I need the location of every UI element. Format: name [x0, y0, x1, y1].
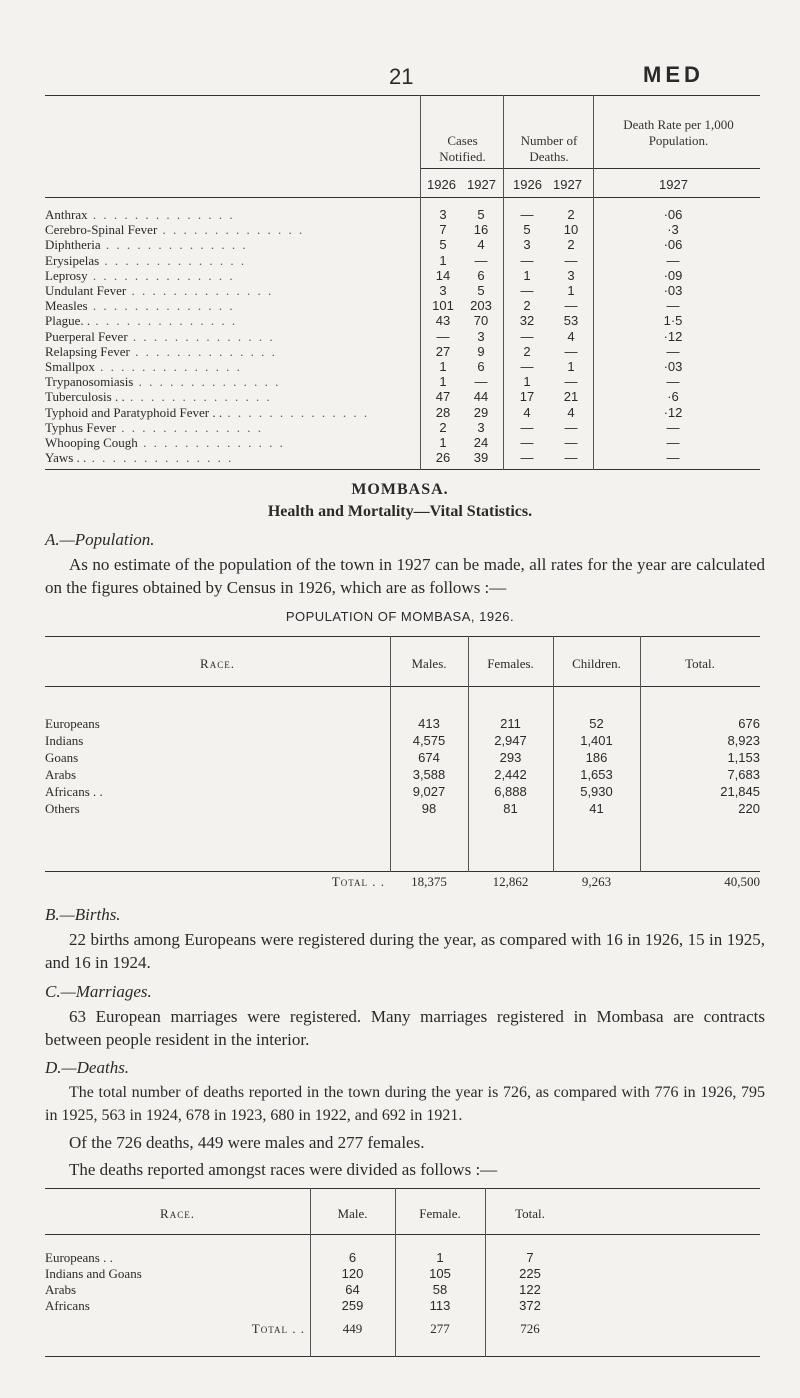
leader-dots: . . . . . . . . . . . . . .: [222, 404, 370, 420]
disease-cell-d26: 5: [523, 222, 531, 238]
pop-cell: 2,442: [494, 767, 527, 782]
disease-cell-c26: 1: [439, 374, 447, 390]
pop-cell: 6,888: [494, 784, 527, 799]
pop-cell: 52: [589, 716, 604, 731]
births-text: 22 births among Europeans were registered during the year, as compared with 16 in 1926, 15 in 1925, and 16 in 1924.: [45, 930, 765, 972]
deaths-total-label: Total . .: [251, 1321, 305, 1336]
deaths-cell: 6: [348, 1250, 357, 1265]
disease-cell-rate: 1·5: [663, 313, 683, 329]
pop-total-males: 18,375: [411, 874, 447, 889]
disease-cell-c26: 5: [439, 237, 447, 253]
population-table: [45, 636, 760, 896]
disease-cell-rate: ·09: [663, 267, 683, 283]
deaths-cell: 64: [345, 1282, 360, 1297]
leader-dots: . . . . . . . . . . . . . .: [87, 298, 235, 314]
pop-cell: 41: [589, 801, 604, 816]
disease-row: [45, 374, 760, 389]
disease-cell-c27: 29: [473, 404, 489, 420]
disease-row: [45, 253, 760, 268]
pop-cell: 220: [738, 801, 760, 816]
disease-name: Relapsing Fever . . . . . . . . . . . . . .: [45, 343, 277, 359]
marriages-heading: C.—Marriages.: [45, 982, 152, 1001]
leader-dots: . . . . . . . . . . . . . .: [115, 419, 263, 435]
disease-cell-d27: 1: [567, 283, 575, 298]
disease-cell-c26: 7: [439, 222, 447, 238]
disease-name: Erysipelas . . . . . . . . . . . . . .: [45, 252, 247, 268]
deaths-cell: 122: [519, 1282, 541, 1297]
leader-dots: . . . . . . . . . . . . . .: [126, 283, 274, 298]
disease-cell-c26: 1: [439, 435, 447, 450]
disease-cell-rate: ·12: [663, 328, 683, 344]
disease-cell-d27: —: [564, 252, 578, 268]
disease-name: Yaws . . . . . . . . . . . . . . . .: [45, 450, 234, 466]
deaths-total-male: 449: [342, 1321, 363, 1336]
disease-name: Cerebro-Spinal Fever . . . . . . . . . . . . . .: [45, 222, 305, 238]
disease-name: Undulant Fever . . . . . . . . . . . . . .: [45, 283, 274, 298]
disease-cell-c27: 16: [473, 222, 489, 238]
disease-cell-rate: —: [666, 252, 680, 268]
disease-cell-c27: 24: [473, 435, 489, 450]
deaths-cell: 105: [429, 1266, 451, 1281]
disease-cell-c27: 203: [470, 298, 492, 314]
disease-cell-d27: 53: [563, 313, 579, 329]
pop-total-label: Total . .: [331, 874, 385, 889]
disease-cell-d26: 4: [523, 404, 531, 420]
pop-total-children: 9,263: [581, 874, 612, 889]
disease-row: [45, 329, 760, 344]
deaths-cell: 113: [429, 1298, 451, 1313]
disease-cell-rate: ·3: [667, 222, 679, 238]
disease-name: Diphtheria . . . . . . . . . . . . . .: [45, 237, 248, 253]
disease-cell-d27: —: [564, 450, 578, 466]
disease-cell-d27: —: [564, 374, 578, 390]
pop-cell: 676: [738, 716, 760, 731]
leader-dots: . . . . . . . . . . . . . .: [133, 374, 281, 390]
disease-cell-d26: —: [520, 359, 534, 374]
disease-cell-d26: 17: [519, 389, 535, 405]
population-heading: A.—Population.: [45, 530, 155, 549]
pop-header-race: Race.: [200, 656, 235, 671]
leader-dots: . . . . . . . . . . . . . .: [86, 450, 234, 466]
disease-name: Plague. . . . . . . . . . . . . . . .: [45, 313, 238, 329]
page-number: 21: [389, 64, 414, 89]
deaths-race-label: Africans: [45, 1298, 90, 1313]
disease-cell-d27: 3: [567, 267, 575, 283]
deaths-cell: 58: [432, 1282, 448, 1297]
disease-cell-d27: 2: [567, 237, 575, 253]
disease-row: [45, 420, 760, 435]
disease-cell-c26: 1: [439, 252, 447, 268]
pop-cell: 1,653: [580, 767, 613, 782]
disease-row: [45, 222, 760, 237]
deaths-text-2: Of the 726 deaths, 449 were males and 277 females.: [69, 1133, 425, 1152]
disease-cell-rate: —: [666, 298, 680, 314]
disease-cell-rate: —: [666, 419, 680, 435]
pop-cell: 186: [585, 750, 608, 765]
disease-cell-c27: 6: [477, 267, 485, 283]
disease-cell-d26: —: [520, 207, 534, 222]
disease-cell-c27: 4: [477, 237, 485, 253]
disease-cell-c26: 3: [439, 207, 447, 222]
disease-cell-c26: 14: [435, 267, 451, 283]
deaths-cell: 7: [526, 1250, 534, 1265]
pop-cell: 81: [503, 801, 518, 816]
disease-cell-d27: 4: [567, 328, 575, 344]
pop-header-total: Total.: [685, 656, 715, 671]
pop-cell: 21,845: [720, 784, 760, 799]
disease-cell-c26: 3: [439, 283, 447, 298]
disease-cell-c27: 6: [477, 359, 485, 374]
disease-cell-d26: —: [520, 328, 534, 344]
section-title: MOMBASA.: [351, 481, 449, 498]
disease-cell-c26: 43: [435, 313, 451, 329]
leader-dots: . . . . . . . . . . . . . .: [124, 389, 272, 405]
pop-cell: 293: [499, 750, 522, 765]
pop-cell: 413: [418, 716, 440, 731]
disease-cell-c26: 47: [435, 389, 451, 405]
disease-cell-c27: 9: [477, 343, 485, 359]
year-rate-1927: 1927: [659, 177, 688, 192]
disease-cell-d26: —: [520, 283, 534, 298]
disease-name: Tuberculosis . . . . . . . . . . . . . . . .: [45, 389, 272, 405]
disease-name: Typhoid and Paratyphoid Fever . . . . . . . . . . . . . . . .: [45, 404, 370, 420]
deaths-race-label: Arabs: [45, 1282, 77, 1297]
disease-cell-d26: 1: [523, 267, 531, 283]
diseases-table: [45, 95, 760, 470]
pop-cell: 211: [500, 716, 521, 731]
disease-cell-d26: 2: [523, 298, 531, 314]
pop-cell: 1,153: [727, 750, 760, 765]
pop-cell: 2,947: [494, 733, 527, 748]
disease-cell-d27: 10: [563, 222, 579, 238]
disease-cell-c26: 27: [435, 343, 451, 359]
deaths-header-male: Male.: [337, 1206, 368, 1221]
section-subtitle: Health and Mortality—Vital Statistics.: [267, 503, 533, 520]
pop-race-label: Arabs: [45, 767, 77, 782]
disease-cell-c26: —: [436, 328, 450, 344]
disease-cell-c27: 5: [477, 283, 485, 298]
disease-row: [45, 283, 760, 298]
year-deaths-1926: 1926: [513, 177, 542, 192]
leader-dots: . . . . . . . . . . . . . .: [90, 313, 238, 329]
pop-cell: 8,923: [727, 733, 760, 748]
disease-cell-c26: 26: [435, 450, 451, 466]
deaths-header-female: Female.: [419, 1206, 461, 1221]
disease-row: [45, 359, 760, 374]
disease-cell-rate: —: [666, 450, 680, 466]
deaths-total-female: 277: [430, 1321, 450, 1336]
pop-header-females: Females.: [487, 656, 534, 671]
leader-dots: . . . . . . . . . . . . . .: [157, 222, 305, 238]
deaths-heading: D.—Deaths.: [45, 1058, 130, 1077]
pop-cell: 3,588: [412, 767, 446, 782]
births-heading: B.—Births.: [45, 905, 121, 924]
leader-dots: . . . . . . . . . . . . . .: [87, 267, 235, 283]
population-text: As no estimate of the population of the town in 1927 can be made, all rates for the year are calculated on the figures obtained by Census in 1926, which are as follows :—: [45, 555, 765, 597]
disease-cell-d27: —: [564, 435, 578, 450]
disease-cell-c27: —: [474, 252, 488, 268]
pop-race-label: Others: [45, 801, 80, 816]
pop-cell: 674: [418, 750, 440, 765]
running-head: MED: [643, 62, 704, 87]
deaths-cell: 372: [519, 1298, 541, 1313]
disease-row: [45, 389, 760, 404]
pop-cell: 98: [421, 801, 437, 816]
disease-name: Leprosy . . . . . . . . . . . . . .: [45, 267, 235, 283]
disease-cell-c27: —: [474, 374, 488, 390]
disease-name: Whooping Cough . . . . . . . . . . . . . .: [45, 435, 285, 450]
disease-cell-c27: 39: [473, 450, 489, 466]
disease-cell-rate: ·03: [663, 283, 683, 298]
rate-header: Death Rate per 1,000 Population.: [623, 117, 734, 148]
disease-cell-c26: 1: [439, 359, 447, 374]
disease-cell-d26: 32: [519, 313, 535, 329]
disease-cell-c26: 28: [435, 404, 451, 420]
pop-cell: 1,401: [580, 733, 613, 748]
pop-header-males: Males.: [411, 656, 447, 671]
disease-row: [45, 207, 760, 222]
disease-row: [45, 435, 760, 450]
deaths-cell: 225: [519, 1266, 541, 1281]
disease-cell-rate: ·06: [663, 207, 683, 222]
pop-cell: 7,683: [727, 767, 760, 782]
deaths-cell: 120: [341, 1266, 364, 1281]
disease-name: Puerperal Fever . . . . . . . . . . . . . .: [45, 328, 275, 344]
disease-row: [45, 450, 760, 465]
deaths-table: [45, 1188, 760, 1358]
pop-race-label: Africans . .: [45, 784, 103, 799]
leader-dots: . . . . . . . . . . . . . .: [100, 237, 248, 253]
disease-cell-d26: —: [520, 435, 534, 450]
cases-header: Cases Notified.: [439, 133, 486, 164]
disease-cell-d26: 3: [523, 237, 531, 253]
pop-race-label: Europeans: [45, 716, 100, 731]
disease-cell-d27: 2: [567, 207, 575, 222]
disease-cell-c26: 2: [439, 419, 447, 435]
disease-name: Smallpox . . . . . . . . . . . . . .: [45, 359, 242, 374]
year-cases-1926: 1926: [427, 177, 456, 192]
disease-cell-d27: —: [564, 298, 578, 314]
year-deaths-1927: 1927: [553, 177, 582, 192]
marriages-text: 63 European marriages were registered. Many marriages registered in Mombasa are contracts between people resident in the interior.: [45, 1007, 765, 1049]
disease-row: [45, 268, 760, 283]
pop-header-children: Children.: [572, 656, 621, 671]
deaths-cell: 1: [436, 1250, 444, 1265]
disease-cell-c27: 3: [477, 328, 485, 344]
disease-row: [45, 405, 760, 420]
disease-name: Trypanosomiasis . . . . . . . . . . . . . .: [45, 374, 281, 390]
disease-cell-c26: 101: [432, 298, 454, 314]
disease-row: [45, 313, 760, 328]
disease-cell-d27: 4: [567, 404, 575, 420]
disease-cell-c27: 70: [473, 313, 489, 329]
pop-race-label: Goans: [45, 750, 79, 765]
disease-cell-d27: —: [564, 419, 578, 435]
deaths-race-label: Europeans . .: [45, 1250, 113, 1265]
disease-cell-d26: 2: [523, 343, 531, 359]
population-table-title: POPULATION OF MOMBASA, 1926.: [285, 609, 515, 624]
pop-cell: 4,575: [412, 733, 446, 748]
disease-cell-d27: —: [564, 343, 578, 359]
disease-cell-d26: —: [520, 252, 534, 268]
disease-cell-d27: 21: [563, 389, 579, 405]
pop-cell: 5,930: [580, 784, 613, 799]
disease-cell-rate: —: [666, 435, 680, 450]
pop-total-total: 40,500: [724, 874, 760, 889]
deaths-text-1: The total number of deaths reported in the town during the year is 726, as compared with 776 in 1926, 795 in 1925, 563 in 1924, 678 in 1923, 680 in 1922, and 692 in 1921.: [45, 1084, 765, 1124]
pop-total-females: 12,862: [492, 874, 529, 889]
disease-cell-rate: ·03: [663, 359, 683, 374]
deaths-header-race: Race.: [160, 1206, 195, 1221]
disease-cell-d26: —: [520, 450, 534, 466]
disease-name: Measles . . . . . . . . . . . . . .: [45, 298, 235, 314]
disease-cell-d26: 1: [523, 374, 531, 390]
disease-cell-rate: —: [666, 343, 680, 359]
disease-name: Typhus Fever . . . . . . . . . . . . . .: [45, 419, 263, 435]
year-cases-1927: 1927: [467, 177, 496, 192]
disease-row: [45, 237, 760, 252]
deaths-cell: 259: [341, 1298, 364, 1313]
disease-cell-c27: 44: [473, 389, 489, 405]
disease-cell-c27: 5: [477, 207, 485, 222]
leader-dots: . . . . . . . . . . . . . .: [127, 328, 275, 344]
disease-cell-c27: 3: [477, 419, 485, 435]
deaths-race-label: Indians and Goans: [45, 1266, 142, 1281]
pop-cell: 9,027: [412, 784, 446, 799]
disease-name: Anthrax . . . . . . . . . . . . . .: [45, 207, 235, 222]
disease-row: [45, 344, 760, 359]
disease-cell-rate: —: [666, 374, 680, 390]
deaths-header-total: Total.: [515, 1206, 545, 1221]
leader-dots: . . . . . . . . . . . . . .: [94, 359, 242, 374]
disease-cell-rate: ·12: [663, 404, 683, 420]
disease-cell-d26: —: [520, 419, 534, 435]
deaths-text-3: The deaths reported amongst races were divided as follows :—: [69, 1160, 498, 1179]
disease-row: [45, 298, 760, 313]
leader-dots: . . . . . . . . . . . . . .: [99, 252, 247, 268]
leader-dots: . . . . . . . . . . . . . .: [137, 435, 285, 450]
disease-cell-d27: 1: [567, 359, 575, 374]
pop-race-label: Indians: [45, 733, 84, 748]
deaths-total-total: 726: [520, 1321, 540, 1336]
disease-cell-rate: ·6: [667, 389, 679, 405]
leader-dots: . . . . . . . . . . . . . .: [129, 343, 277, 359]
disease-cell-rate: ·06: [663, 237, 683, 253]
leader-dots: . . . . . . . . . . . . . .: [87, 207, 235, 222]
deaths-header: Number of Deaths.: [520, 133, 578, 164]
